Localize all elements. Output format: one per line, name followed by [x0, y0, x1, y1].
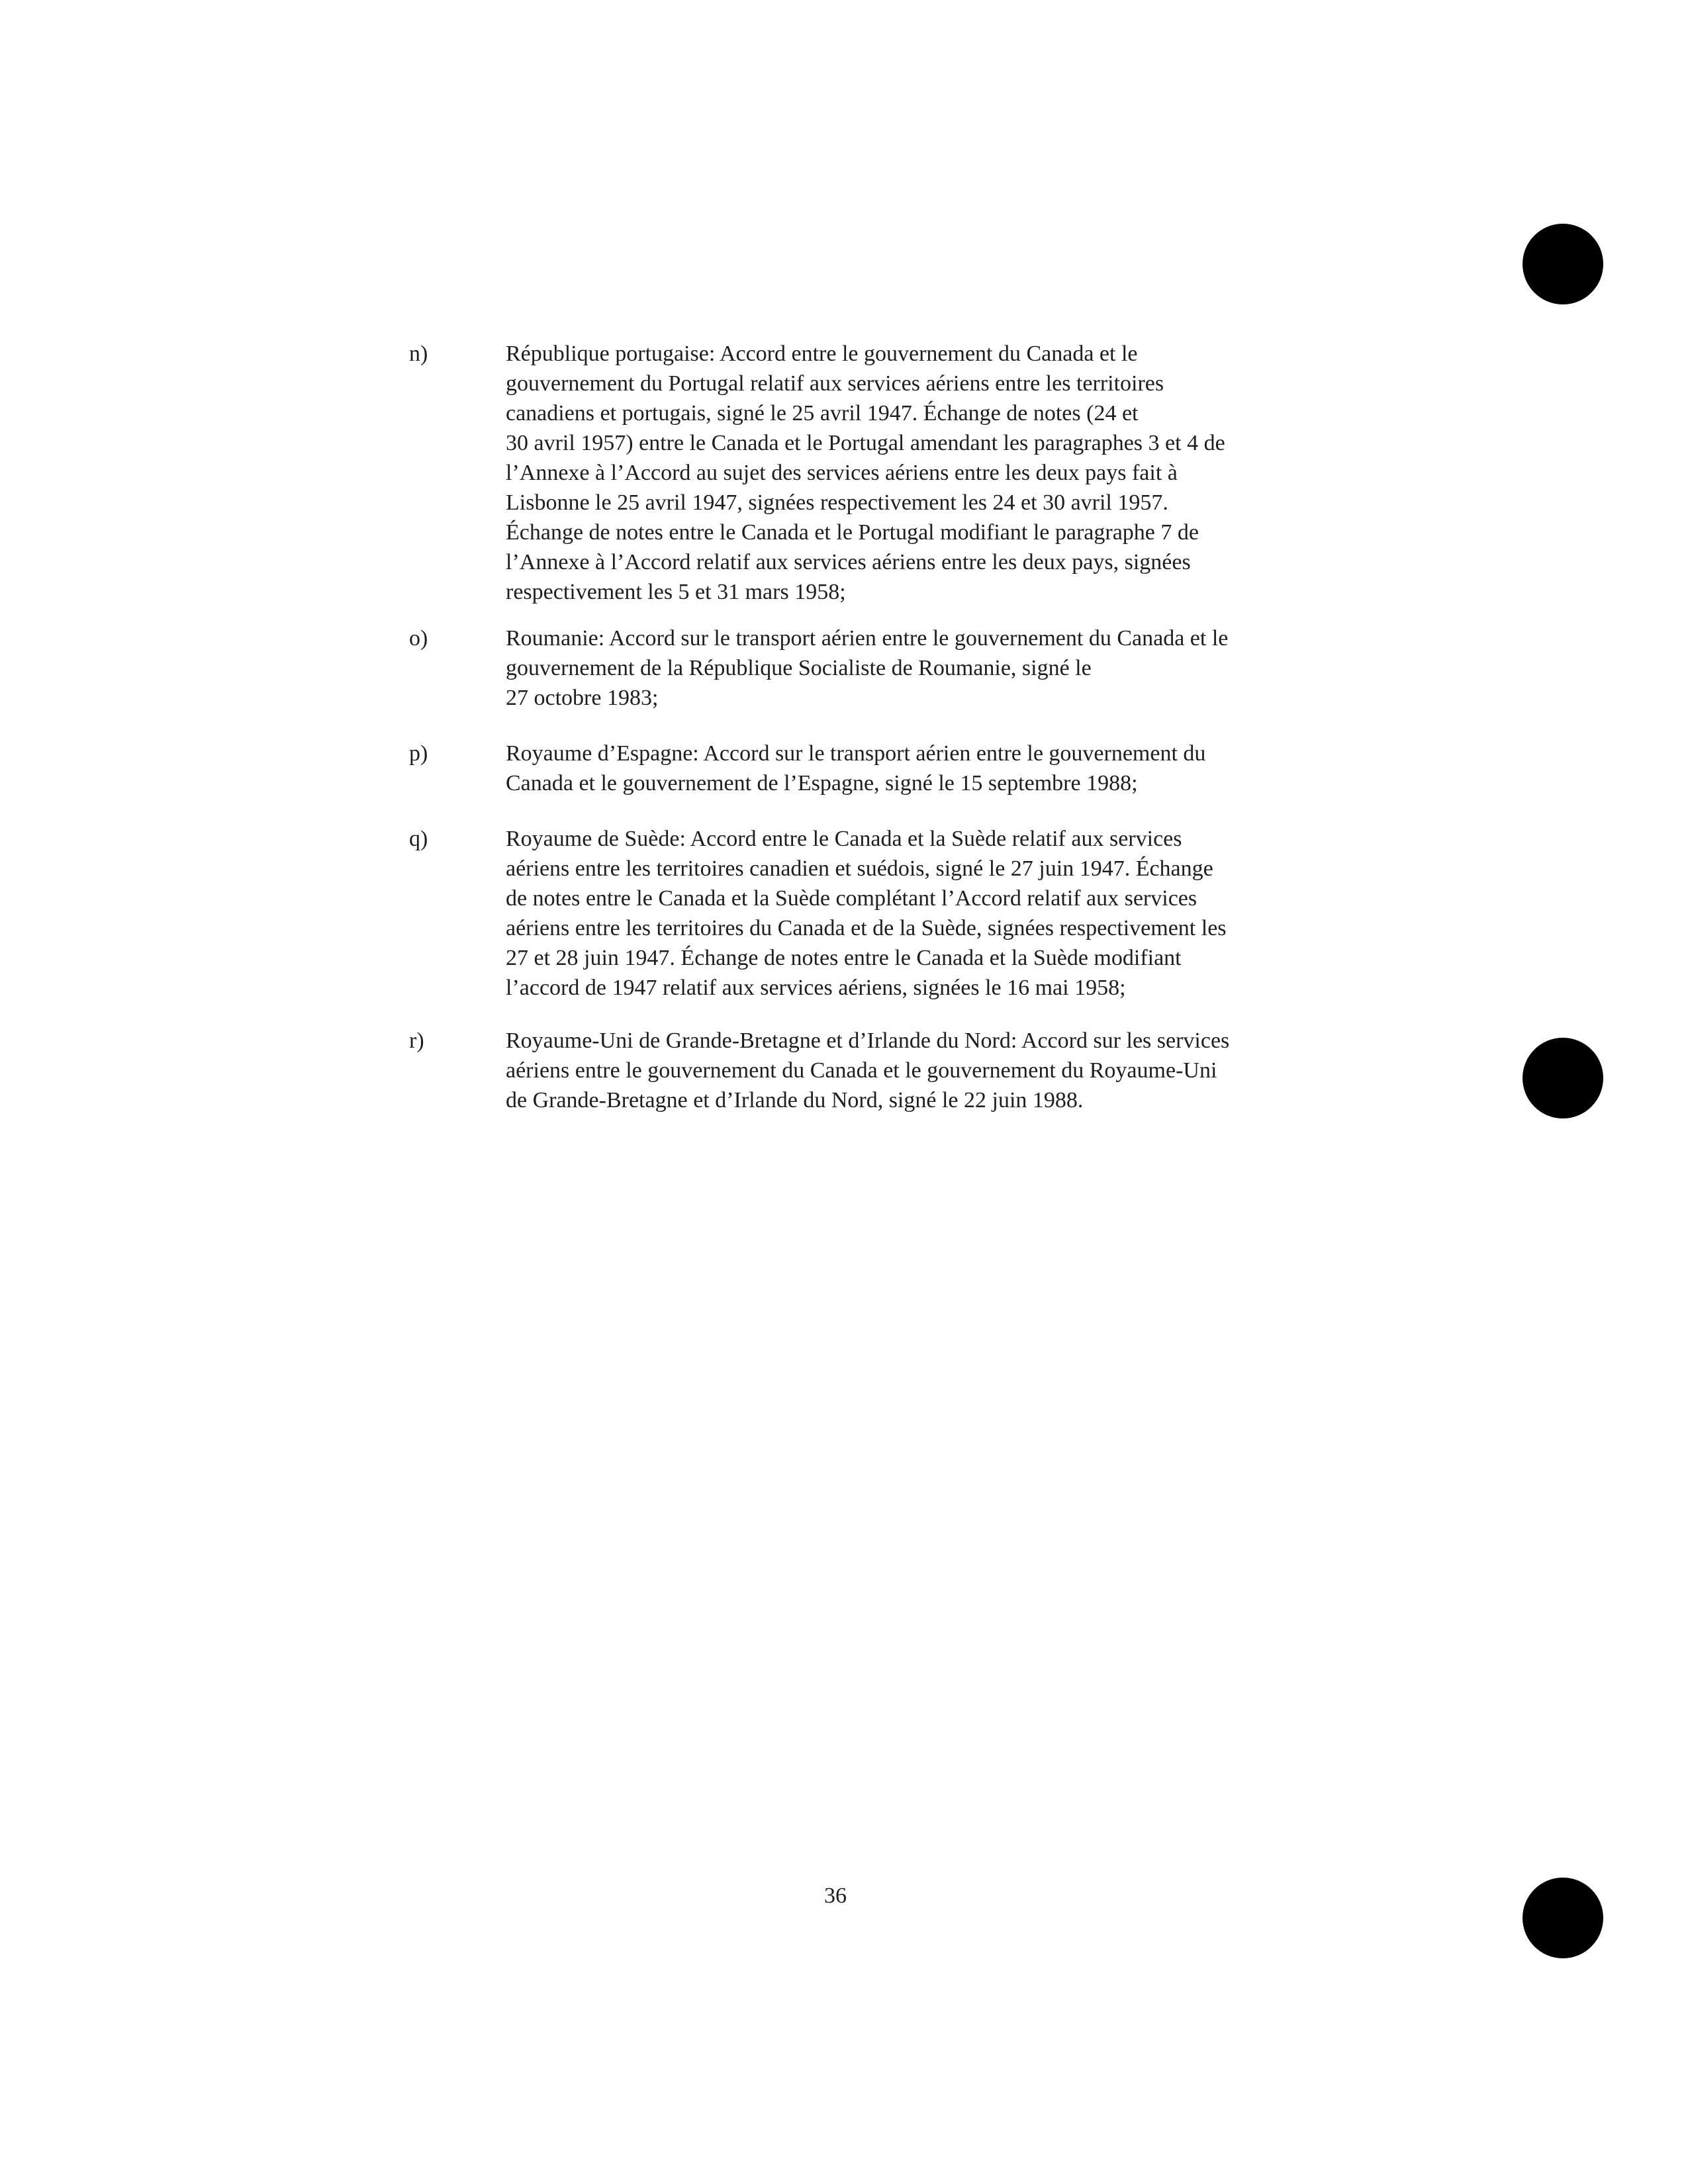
list-marker: p) — [409, 741, 428, 766]
text-line: Échange de notes entre le Canada et le Portugal modifiant le paragraphe 7 de — [506, 520, 1199, 545]
text-line: de Grande-Bretagne et d’Irlande du Nord, signé le 22 juin 1988. — [506, 1088, 1084, 1113]
text-line: 30 avril 1957) entre le Canada et le Portugal amendant les paragraphes 3 et 4 de — [506, 431, 1225, 455]
text-line: respectivement les 5 et 31 mars 1958; — [506, 580, 846, 604]
page-number: 36 — [824, 1884, 847, 1908]
list-marker: n) — [409, 341, 428, 366]
text-line: aériens entre les territoires du Canada et de la Suède, signées respectivement les — [506, 916, 1227, 940]
text-line: Royaume de Suède: Accord entre le Canada et la Suède relatif aux services — [506, 827, 1182, 851]
text-line: l’accord de 1947 relatif aux services aériens, signées le 16 mai 1958; — [506, 976, 1126, 1000]
text-line: gouvernement du Portugal relatif aux services aériens entre les territoires — [506, 371, 1164, 396]
list-item-text — [506, 739, 1353, 798]
text-line: 27 octobre 1983; — [506, 686, 659, 710]
binder-hole — [1523, 1038, 1603, 1118]
text-line: aériens entre les territoires canadien et suédois, signé le 27 juin 1947. Échange — [506, 856, 1213, 881]
text-line: 27 et 28 juin 1947. Échange de notes entre le Canada et la Suède modifiant — [506, 946, 1182, 970]
text-line: l’Annexe à l’Accord au sujet des services aériens entre les deux pays fait à — [506, 461, 1178, 485]
binder-hole — [1523, 224, 1603, 304]
list-item-text — [506, 824, 1353, 1003]
list-item-text — [506, 339, 1353, 607]
list-marker: r) — [409, 1028, 424, 1053]
text-line: Royaume-Uni de Grande-Bretagne et d’Irlande du Nord: Accord sur les services — [506, 1028, 1230, 1053]
list-marker: q) — [409, 827, 428, 851]
text-line: de notes entre le Canada et la Suède complétant l’Accord relatif aux services — [506, 886, 1197, 911]
text-line: Lisbonne le 25 avril 1947, signées respectivement les 24 et 30 avril 1957. — [506, 490, 1168, 515]
text-line: gouvernement de la République Socialiste de Roumanie, signé le — [506, 656, 1092, 680]
list-marker: o) — [409, 626, 428, 651]
list-item-text — [506, 1026, 1353, 1115]
text-line: aériens entre le gouvernement du Canada et le gouvernement du Royaume-Uni — [506, 1058, 1217, 1083]
list-item-text — [506, 623, 1353, 713]
text-line: Canada et le gouvernement de l’Espagne, signé le 15 septembre 1988; — [506, 771, 1138, 796]
binder-hole — [1523, 1878, 1603, 1958]
text-line: Royaume d’Espagne: Accord sur le transport aérien entre le gouvernement du — [506, 741, 1206, 766]
text-line: canadiens et portugais, signé le 25 avril 1947. Échange de notes (24 et — [506, 401, 1139, 426]
text-line: République portugaise: Accord entre le gouvernement du Canada et le — [506, 341, 1138, 366]
text-line: l’Annexe à l’Accord relatif aux services aériens entre les deux pays, signées — [506, 550, 1191, 574]
text-line: Roumanie: Accord sur le transport aérien entre le gouvernement du Canada et le — [506, 626, 1229, 651]
